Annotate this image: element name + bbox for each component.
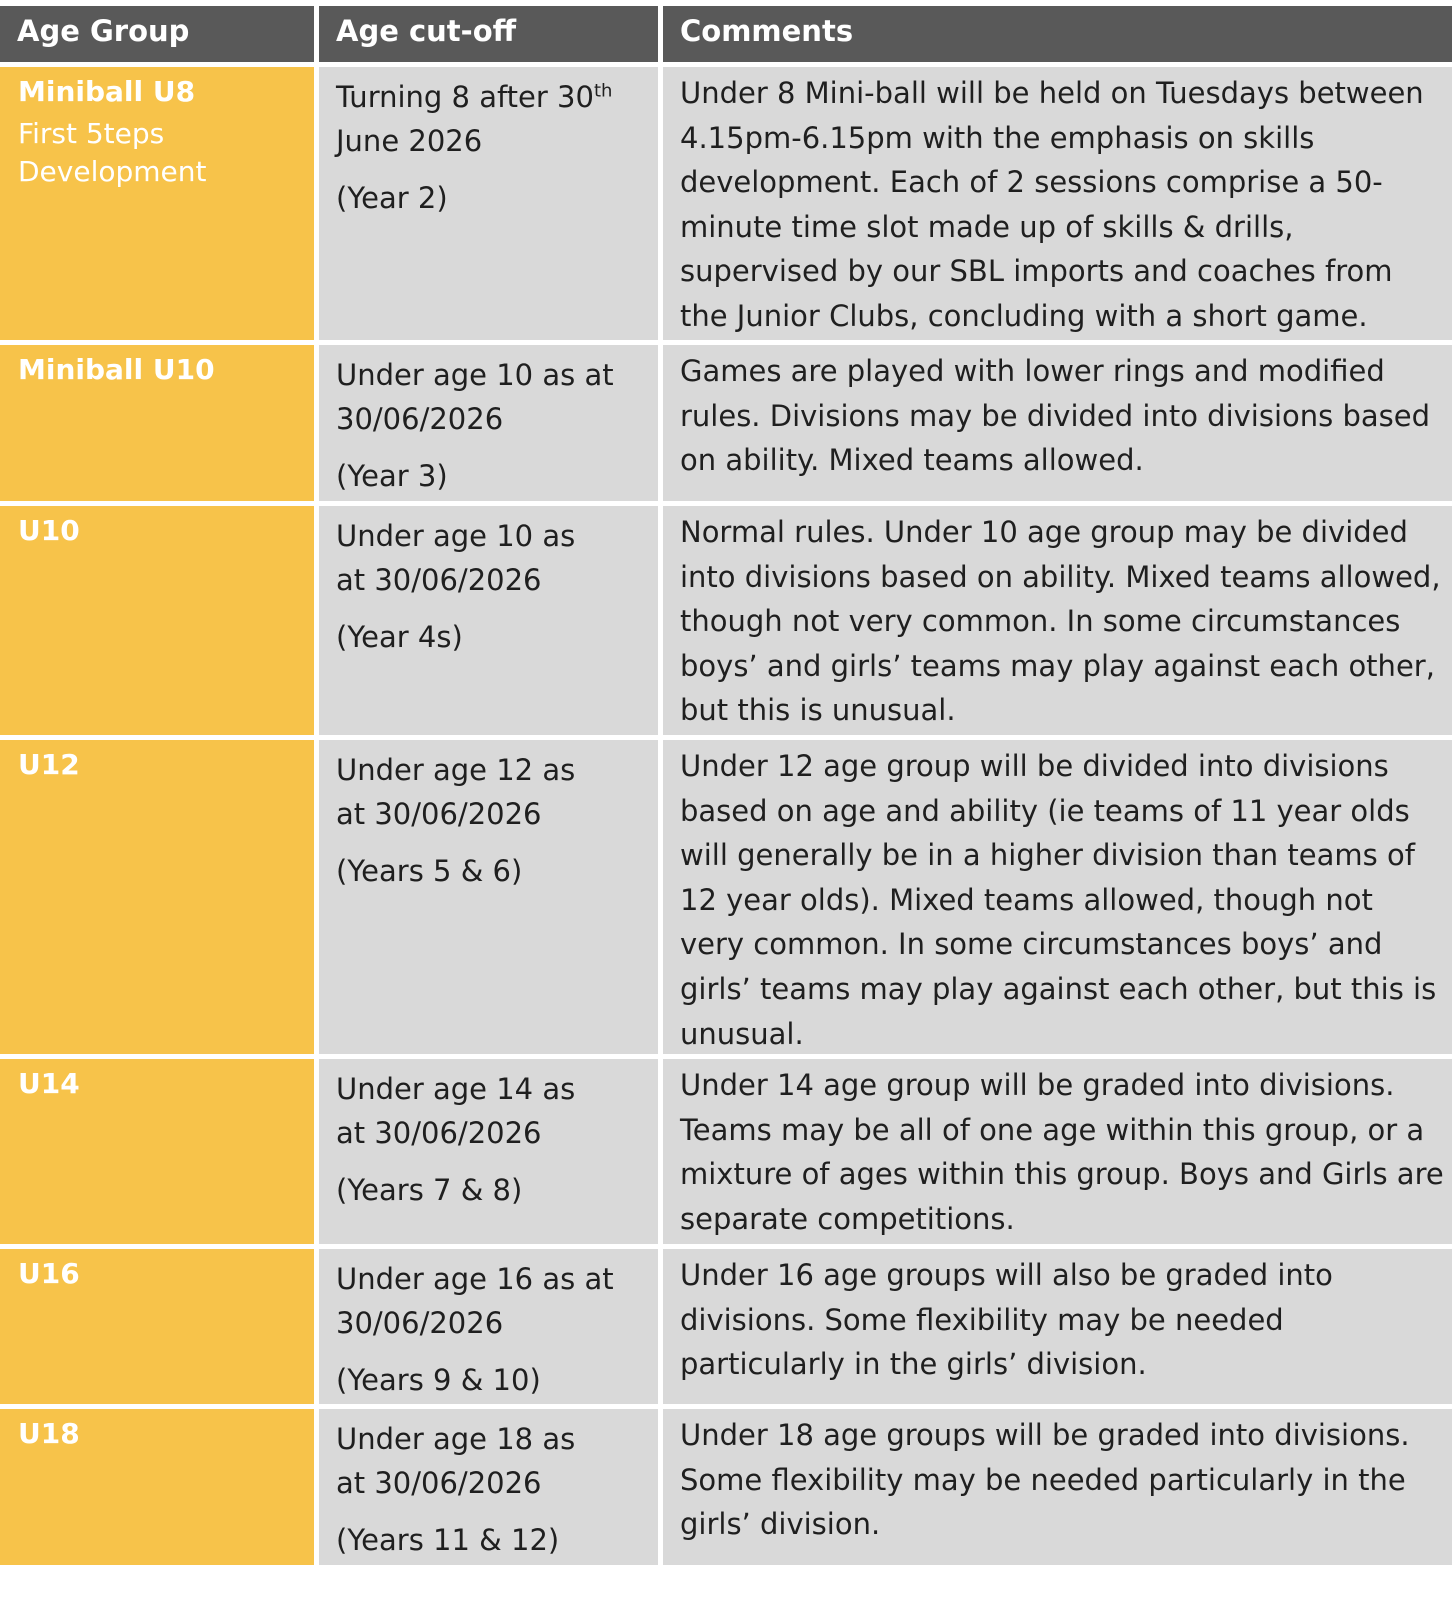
age-cutoff-text: Turning 8 after 30th June 2026 (336, 80, 613, 158)
school-year: (Years 5 & 6) (336, 854, 523, 888)
school-year: (Years 9 & 10) (336, 1363, 541, 1397)
comment-cell: Under 14 age group will be graded into divisions. Teams may be all of one age within this group, or a mixture of ages within this group. Boys and Girls are separate competitions. (663, 1059, 1452, 1244)
comment-cell: Normal rules. Under 10 age group may be divided into divisions based on ability. Mixed teams allowed, though not very common. In some circumstances boys’ and girls’ teams may play against each other, but this is unusual. (663, 506, 1452, 735)
age-cutoff-text: Under age 18 as at 30/06/2026 (336, 1422, 576, 1500)
comment-cell: Games are played with lower rings and modified rules. Divisions may be divided into divisions based on ability. Mixed teams allowed. (663, 345, 1452, 501)
age-group-cell (0, 506, 314, 735)
age-group-label: U16 (18, 1257, 80, 1290)
age-group-cell (0, 1059, 314, 1244)
age-cutoff-cell (319, 740, 658, 1054)
school-year: (Year 4s) (336, 620, 463, 654)
age-cutoff-text: Under age 10 as at 30/06/2026 (336, 358, 614, 436)
age-cutoff-cell (319, 1249, 658, 1404)
age-group-label: Miniball U8 (18, 75, 196, 108)
age-group-label: U14 (18, 1067, 80, 1100)
age-cutoff-text: Under age 12 as at 30/06/2026 (336, 753, 576, 831)
age-group-label: Miniball U10 (18, 353, 215, 386)
age-group-sublabel: First 5teps Development (18, 117, 207, 188)
header-age-cutoff: Age cut-off (319, 6, 658, 62)
header-comments: Comments (663, 6, 1452, 62)
age-group-label: U10 (18, 514, 80, 547)
age-cutoff-text: Under age 10 as at 30/06/2026 (336, 519, 576, 597)
age-group-cell (0, 1249, 314, 1404)
comment-cell: Under 8 Mini-ball will be held on Tuesdays between 4.15pm-6.15pm with the emphasis on skills development. Each of 2 sessions comprise a 50-minute time slot made up of skills & drills, supervised by our SBL imports and coaches from the Junior Clubs, concluding with a short game. (663, 67, 1452, 340)
age-group-cell (0, 67, 314, 340)
age-group-label: U12 (18, 748, 80, 781)
comment-cell: Under 18 age groups will be graded into divisions. Some flexibility may be needed particularly in the girls’ division. (663, 1409, 1452, 1565)
age-group-cell (0, 1409, 314, 1565)
header-age-group: Age Group (0, 6, 314, 62)
age-cutoff-cell (319, 1409, 658, 1565)
age-group-cell (0, 740, 314, 1054)
school-year: (Year 3) (336, 459, 448, 493)
age-cutoff-cell (319, 1059, 658, 1244)
age-cutoff-text: Under age 16 as at 30/06/2026 (336, 1262, 614, 1340)
comment-cell: Under 16 age groups will also be graded into divisions. Some flexibility may be needed particularly in the girls’ division. (663, 1249, 1452, 1404)
age-cutoff-text: Under age 14 as at 30/06/2026 (336, 1072, 576, 1150)
age-group-cell (0, 345, 314, 501)
age-cutoff-cell (319, 506, 658, 735)
school-year: (Years 11 & 12) (336, 1523, 560, 1557)
school-year: (Year 2) (336, 181, 448, 215)
school-year: (Years 7 & 8) (336, 1173, 523, 1207)
age-cutoff-cell (319, 345, 658, 501)
comment-cell: Under 12 age group will be divided into divisions based on age and ability (ie teams of 11 year olds will generally be in a higher division than teams of 12 year olds). Mixed teams allowed, though not very common. In some circumstances boys’ and girls’ teams may play against each other, but this is unusual. (663, 740, 1452, 1054)
age-cutoff-cell (319, 67, 658, 340)
age-group-label: U18 (18, 1417, 80, 1450)
